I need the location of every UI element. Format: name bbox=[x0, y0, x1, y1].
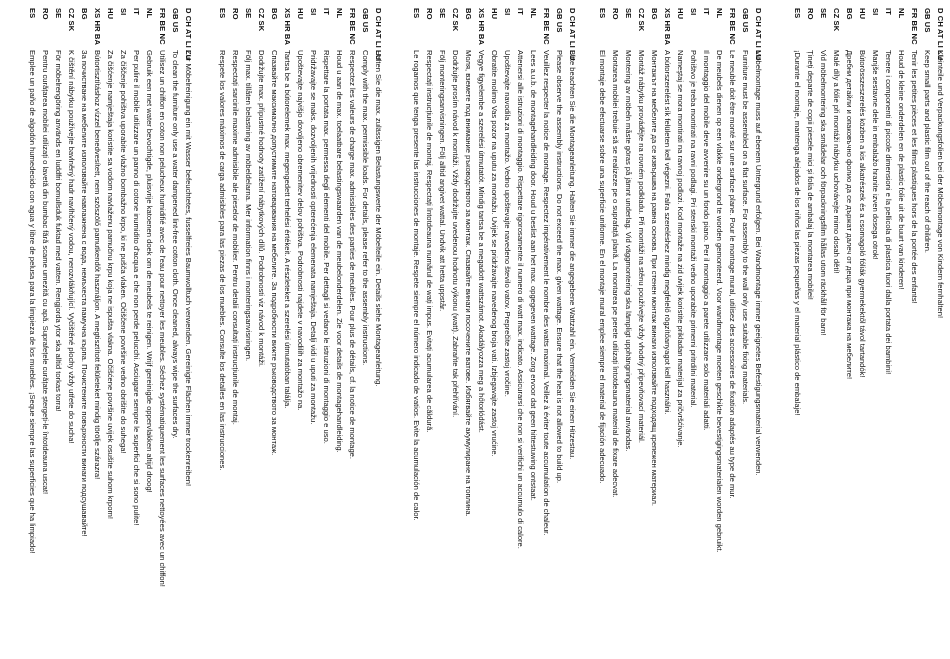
instruction-text: Please observe the assembly instructions. Do not exceed the max. given wattage. Ensure that the heat is not allowed to build up. bbox=[555, 50, 564, 484]
instruction-text: Моля, вземете под внимание ръководството за монтаж. Спазвайте винаги посочените ватове. Избягвайте акумулиране на топлина. bbox=[464, 50, 473, 517]
instruction-text: Respectez les valeurs de charge max. admissibles des parties de meubles. Pour plus de détails, cf. la notice de montage. bbox=[348, 50, 357, 460]
instruction-text: Za čiščenje pohištva uporabite vlažno bombažno krpo, ki ne pušča vlaken. Očiščene površine vedno obrišite do suhega! bbox=[119, 50, 128, 454]
language-code: FR BE NC bbox=[542, 8, 551, 45]
language-code: BG bbox=[80, 8, 89, 20]
language-code: FR BE NC bbox=[910, 8, 919, 45]
section-wattage-instructions bbox=[402, 0, 578, 659]
instruction-text: Montáž nábytku provádějte na rovném podkladu. Při montáži na stěnu používejte vždy vhodný připevňovací materiál. bbox=[637, 50, 646, 443]
instruction-text: Respectați instrucțiunile de montaj. Respectați întotdeauna numărul de wați impus. Evitați acumularea de căldură. bbox=[425, 50, 434, 433]
language-code: CZ SK bbox=[257, 8, 266, 32]
language-row bbox=[26, 0, 38, 659]
language-code: SI bbox=[689, 8, 698, 16]
language-row bbox=[514, 0, 526, 659]
language-row bbox=[908, 0, 920, 659]
language-code: BG bbox=[270, 8, 279, 20]
instruction-text: Vid möbelmontering ska smådelar och förpackningsfilm hållas utom räckhåll för barn! bbox=[819, 50, 828, 336]
instruction-text: Спазвайте максимално допустимите натоварвания на мебелите. За подробности вижте ръководството за монтаж. bbox=[270, 50, 279, 456]
section-small-parts-warning bbox=[770, 0, 946, 659]
instruction-text: To clean the furniture only use a water dampened lint-free cotton cloth. Once cleaned, always wipe the surfaces dry. bbox=[171, 50, 180, 439]
language-code: SI bbox=[871, 8, 880, 16]
language-code: FR BE NC bbox=[348, 8, 357, 45]
language-code: GB US bbox=[171, 8, 180, 33]
instruction-text: Pridržavajte se maks. dozvoljenih vrijednosti opterećenja elemenata namještaja. Detalji vidi u uputi za montažu. bbox=[309, 50, 318, 425]
language-row bbox=[449, 0, 461, 659]
language-code: HU bbox=[676, 8, 685, 20]
language-code: BG bbox=[845, 8, 854, 20]
language-code: XS HR BA bbox=[663, 8, 672, 46]
language-row bbox=[687, 0, 699, 659]
language-row bbox=[91, 0, 103, 659]
instruction-text: Tenere i componenti di piccole dimensioni e la pellicola di plastica fuori dalla portata dei bambini! bbox=[884, 50, 893, 375]
instruction-text: Pentru curățarea mobilei utilizați o lavetă din bumbac fără scame umezită cu apă. Suprafețele curățate ștergeți-le întotdeauna uscat! bbox=[41, 50, 50, 495]
language-row bbox=[501, 0, 513, 659]
instruction-text: Il montaggio del mobile deve avvenire su un fondo piano. Per il montaggio a parete utilizzare solo materiali adatti. bbox=[702, 50, 711, 431]
instruction-text: Kleinteile und Verpackungsfolien bei der Möbelmontage von Kindern fernhalten! bbox=[936, 50, 945, 319]
language-row bbox=[700, 0, 712, 659]
instruction-text: Le meuble doit être monté sur une surface plane. Pour le montage mural, utilisez des accessoires de fixation adaptés au type de mur. bbox=[728, 50, 737, 499]
language-code: D CH AT LI LU bbox=[936, 8, 945, 61]
instruction-text: Țineți departe de copii piesele mici și folia de ambalaj la montarea mobilei! bbox=[806, 50, 815, 300]
language-row bbox=[869, 0, 881, 659]
language-row bbox=[307, 0, 319, 659]
language-row bbox=[713, 0, 725, 659]
language-row bbox=[333, 0, 345, 659]
language-code: GB US bbox=[555, 8, 564, 33]
instruction-text: Furniture must be assembled on a flat surface. For assembly to the wall only use suitable fixing materials. bbox=[741, 50, 750, 405]
instruction-text: K čištění nábytku používejte bavlněný hadr navlhčený vodou, nerozvlákňující. Vyčištěné plochy vždy utřete do sucha! bbox=[67, 50, 76, 444]
language-code: RO bbox=[425, 8, 434, 20]
instruction-text: A bútorszerelést sík felületen kell végezni. Falra szereléshez mindig megfelelő rögzítőanyagot kell használni. bbox=[663, 50, 672, 415]
language-row bbox=[635, 0, 647, 659]
instruction-text: Zur Möbelreinigung ein mit Wasser befeuchtetes, fusselfreies Baumwolltuch verwenden. Gereinigte Flächen immer trockenreiben! bbox=[184, 50, 193, 487]
language-code: IT bbox=[516, 8, 525, 15]
section-assembly-surface bbox=[588, 0, 764, 659]
language-row bbox=[346, 0, 358, 659]
language-row bbox=[320, 0, 332, 659]
language-code: D CH AT LI LU bbox=[754, 8, 763, 61]
instruction-text: De meubels dienen op een vlakke ondergrond te worden gemonteerd. Voor wandmontage moeten geschikte bevestigingsmaterialen worden gebruikt. bbox=[715, 50, 724, 553]
instruction-text: El montaje debe efectuarse sobre una superficie uniforme. En el montaje mural emplee siempre el material de fijación adecuado. bbox=[598, 50, 607, 484]
language-code: SE bbox=[819, 8, 828, 19]
instruction-text: Дребни детайли и опаковъчно фолио да се държат далеч от деца при монтажа на мебелите! bbox=[845, 50, 854, 380]
instruction-text: ¡Durante el montaje, mantenga alejados de los niños las piezas pequeñas y el material plástico de embalaje! bbox=[793, 50, 802, 416]
language-row bbox=[410, 0, 422, 659]
language-row bbox=[648, 0, 660, 659]
instruction-text: Montarea mobilei trebuie să se realizeze pe o suprafață plană. La montarea pe perete utilizați întotdeauna material de fixare adecvat. bbox=[611, 50, 620, 498]
language-row bbox=[242, 0, 254, 659]
language-code: SE bbox=[244, 8, 253, 19]
language-code: RO bbox=[41, 8, 50, 20]
language-row bbox=[726, 0, 738, 659]
language-row bbox=[169, 0, 181, 659]
instruction-text: Keep small parts and plastic film out of the reach of children. bbox=[923, 50, 932, 254]
instruction-text: Nameştaj se mora montirati na ravnoj podlozi. Kod montaže na zid uvijek koristite prikladan materijal za pričvršćivanje. bbox=[676, 50, 685, 448]
language-code: SE bbox=[624, 8, 633, 19]
language-code: NL bbox=[897, 8, 906, 19]
language-row bbox=[596, 0, 608, 659]
language-code: NL bbox=[529, 8, 538, 19]
language-code: D CH AT LI LU bbox=[374, 8, 383, 61]
instruction-text: Attenersi alle istruzioni di montaggio. Rispettare rigorosamente il numero di watt max. indicato. Assicurarsi che non si verifichi un accumulo di calore. bbox=[516, 50, 525, 549]
language-row bbox=[52, 0, 64, 659]
instruction-text: Za čišćenje namještaja koristite sa vodom navlaženu pamučnu krpu koja ne ispušta vlakna. Očišćene površine uvijek osušite suhom krpom! bbox=[106, 50, 115, 519]
instruction-text: Veuillez respecter la notice de montage. Respectez impérativement le nombre des watts maximal. Veillez à éviter toute accumulation de chaleur. bbox=[542, 50, 551, 536]
language-code: CZ SK bbox=[832, 8, 841, 32]
instruction-text: Montering av möbeln måste göras på jämnt underlag. Vid väggmontering ska lämpligt upphängningsmaterial användas. bbox=[624, 50, 633, 452]
language-row bbox=[78, 0, 90, 659]
language-row bbox=[281, 0, 293, 659]
language-row bbox=[294, 0, 306, 659]
instruction-text: Bútorösszeszerelés közben a kis alkatrészek és a csomagoló fóliák gyermekektől távol tartandók! bbox=[858, 50, 867, 378]
instruction-text: За почистване на мебелите използвайте навлажнена с вода, немъхеста памучна кърпа. Почистените повърхности винаги подсушавайте! bbox=[80, 50, 89, 537]
language-row bbox=[156, 0, 168, 659]
instruction-text: Le rogamos que tenga presente las instrucciones de montaje. Respete siempre el número indicado de vatios. Evite la acumulación de calor. bbox=[412, 50, 421, 521]
instruction-text: Upoštevajte navodila za montažo. Vedno upoštevajte navedeno število vatov. Preprečite zastoj vročine. bbox=[503, 50, 512, 397]
language-code: ES bbox=[28, 8, 37, 19]
language-row bbox=[268, 0, 280, 659]
instruction-text: Följ max. tillåten belastning av möbeldelarna. Mer information finns i monteringsanvisningen. bbox=[244, 50, 253, 362]
language-code: IT bbox=[132, 8, 141, 15]
instruction-text: Följ monteringsanvisningen. Följ alltid angivet wattal. Undvik att hetta uppstår. bbox=[438, 50, 447, 312]
language-code: SE bbox=[54, 8, 63, 19]
language-code: GB US bbox=[361, 8, 370, 33]
language-row bbox=[804, 0, 816, 659]
language-code: D CH AT LI LU bbox=[568, 8, 577, 61]
instruction-text: Gebruik een met water bevochtigde, pluisvrije katoenen doek om de meubels te reinigen. Wrijf gereinigde oppervlakken altijd droog! bbox=[145, 50, 154, 493]
instruction-text: Rispettare la portata max. permessa degli elementi del mobile. Per dettagli si vedano le istruzioni di montaggio e uso. bbox=[322, 50, 331, 444]
language-code: CZ SK bbox=[67, 8, 76, 32]
language-row bbox=[143, 0, 155, 659]
instruction-text: Pohištvo je treba montirati na ravni podlagi. Pri stenski montaži vedno uporabite primerni pritrdilni material. bbox=[689, 50, 698, 408]
language-code: CZ SK bbox=[451, 8, 460, 32]
language-code: HU bbox=[296, 8, 305, 20]
language-code: IT bbox=[702, 8, 711, 15]
language-row bbox=[372, 0, 384, 659]
language-code: SE bbox=[438, 8, 447, 19]
language-row bbox=[566, 0, 578, 659]
instruction-text: Dodržujte max. přípustné hodnoty zatížení nábytkových dílů. Podrobnosti viz návod k montáži. bbox=[257, 50, 266, 367]
language-code: IT bbox=[884, 8, 893, 15]
language-row bbox=[661, 0, 673, 659]
language-row bbox=[882, 0, 894, 659]
instruction-text: Halten Sie die max. zulässigen Belastungswerte der Möbelteile ein. Details siehe Montageanleitung. bbox=[374, 50, 383, 387]
language-code: RO bbox=[231, 8, 240, 20]
instruction-text: Монтажът на мебелите да се извършва на равна основа. При стенен монтаж винаги използвайте подходящ крепежен материал. bbox=[650, 50, 659, 507]
language-code: XS HR BA bbox=[283, 8, 292, 46]
language-row bbox=[527, 0, 539, 659]
language-row bbox=[117, 0, 129, 659]
instruction-text: Respete los valores máximos de carga admisibles para las piezas de los muebles. Consulte los detalles en las instrucciones. bbox=[218, 50, 227, 471]
language-row bbox=[423, 0, 435, 659]
instruction-text: Houd u aan de max. toelaatbare belastingswaarden van de meubelonderdelen. Zie voor details de montagehandleiding. bbox=[335, 50, 344, 453]
instruction-text: Per pulire il mobile utilizzare un panno di cotone inumidito d'acqua e che non perde pelucchi. Asciugare sempre le superfici che si sono pulite! bbox=[132, 50, 141, 526]
instruction-text: Upoštevajte najvišjo dovoljeno obremenitev delov pohištva. Podrobnosti najdete v navodilih za montažo na. bbox=[296, 50, 305, 411]
language-row bbox=[216, 0, 228, 659]
language-code: BG bbox=[464, 8, 473, 20]
instruction-text: Möbelmontage muss auf ebenem Untergrund erfolgen. Bei Wandmontage immer geeignetes Befestigungsmaterial verwenden. bbox=[754, 50, 763, 476]
instruction-text: Comply with the max. permissible loads. For details, please refer to the assembly instructions. bbox=[361, 50, 370, 366]
language-code: D CH AT LI LU bbox=[184, 8, 193, 61]
language-row bbox=[553, 0, 565, 659]
language-row bbox=[622, 0, 634, 659]
instruction-text: Dodržujte prosím návod k montáži. Vždy dodržujte uvedenou hodnotu výkonu (watt). Zabraňte tak přehřívání. bbox=[451, 50, 460, 418]
language-code: SI bbox=[309, 8, 318, 16]
language-code: NL bbox=[145, 8, 154, 19]
language-code: HU bbox=[858, 8, 867, 20]
language-row bbox=[739, 0, 751, 659]
language-row bbox=[359, 0, 371, 659]
language-row bbox=[229, 0, 241, 659]
instruction-text: Manjše sestavne dele in embalažo hranite izven dosega otrok! bbox=[871, 50, 880, 260]
instruction-text: Lees a.u.b. de montagehandleiding door. Houd u beslist aan het max. opgegeven wattage. Zorg ervoor dat geen hittestuwing ontstaat. bbox=[529, 50, 538, 501]
instruction-text: Respectați sarcinile maxime admisibile ale pieselor de mobilier. Pentru detalii consultați instrucțiunile de montaj. bbox=[231, 50, 240, 425]
language-code: ES bbox=[598, 8, 607, 19]
language-row bbox=[791, 0, 803, 659]
instruction-text: Bitte beachten Sie die Montageanleitung. Halten Sie immer die angegebene Wattzahl ein. Vermeiden Sie einen Hitzestau. bbox=[568, 50, 577, 460]
language-row bbox=[856, 0, 868, 659]
language-row bbox=[921, 0, 933, 659]
instruction-text: Tartsa be a bútorelemek max. megengedett terhelési értékeit. A részleteket a szerelési útmutatóban találja. bbox=[283, 50, 292, 409]
language-code: NL bbox=[715, 8, 724, 19]
language-code: RO bbox=[806, 8, 815, 20]
language-code: GB US bbox=[741, 8, 750, 33]
language-code: FR BE NC bbox=[728, 8, 737, 45]
section-load-limits bbox=[208, 0, 384, 659]
language-code: FR BE NC bbox=[158, 8, 167, 45]
language-code: XS HR BA bbox=[93, 8, 102, 46]
language-code: ES bbox=[218, 8, 227, 19]
language-code: BG bbox=[650, 8, 659, 20]
language-code: RO bbox=[611, 8, 620, 20]
language-code: HU bbox=[490, 8, 499, 20]
language-row bbox=[182, 0, 194, 659]
language-row bbox=[130, 0, 142, 659]
language-row bbox=[817, 0, 829, 659]
language-row bbox=[39, 0, 51, 659]
language-row bbox=[462, 0, 474, 659]
language-row bbox=[475, 0, 487, 659]
language-row bbox=[540, 0, 552, 659]
language-code: NL bbox=[335, 8, 344, 19]
language-row bbox=[65, 0, 77, 659]
language-row bbox=[843, 0, 855, 659]
language-row bbox=[609, 0, 621, 659]
language-row bbox=[752, 0, 764, 659]
instruction-text: Houd de kleine onderdelen en de plastic folie uit de buurt van kinderen! bbox=[897, 50, 906, 290]
language-code: GB US bbox=[923, 8, 932, 33]
instruction-text: Vegye figyelembe a szerelési útmutatót. Mindig tartsa be a megadott wattszámot. Akadályozza meg a hőtorlódást. bbox=[477, 50, 486, 433]
language-code: IT bbox=[322, 8, 331, 15]
language-code: XS HR BA bbox=[477, 8, 486, 46]
instruction-text: Tenir les petites pièces et les films plastiques hors de la portée des enfants! bbox=[910, 50, 919, 304]
language-row bbox=[895, 0, 907, 659]
instruction-text: Malé díly a fólie při montáži nábytku uchovávejte mimo dosah dětí! bbox=[832, 50, 841, 274]
language-row bbox=[255, 0, 267, 659]
language-row bbox=[674, 0, 686, 659]
language-code: ES bbox=[793, 8, 802, 19]
instruction-text: Bútortisztításhoz vízzel benedvesített, nem szöszölő pamutkendőt használjon. A megtisztított felületeket mindig törölje szárazra! bbox=[93, 50, 102, 480]
instruction-text: Utilisez un chiffon en coton non pelucheux humidifié avec de l'eau pour nettoyer les meubles. Séchez systématiquement les surfaces nettoyées avec un chiffon! bbox=[158, 50, 167, 587]
language-row bbox=[488, 0, 500, 659]
instruction-text: För möbelrengöring används en luddfri bomullsduk fuktad med vatten. Rengjorda ytor ska alltid torkas torra! bbox=[54, 50, 63, 412]
instruction-text: Emplee un paño de algodón humedecido con agua y libre de pelusa para la limpieza de los muebles. ¡Seque siempre las superficies que ha limpiado! bbox=[28, 50, 37, 554]
language-code: HU bbox=[106, 8, 115, 20]
section-cleaning-care bbox=[4, 0, 194, 659]
language-code: SI bbox=[119, 8, 128, 16]
language-row bbox=[830, 0, 842, 659]
language-row bbox=[436, 0, 448, 659]
language-row bbox=[934, 0, 946, 659]
language-row bbox=[104, 0, 116, 659]
language-code: ES bbox=[412, 8, 421, 19]
language-code: CZ SK bbox=[637, 8, 646, 32]
instruction-text: Obratite molimo Vas pozor na uputu za montažu. Uvijek se pridržavajte navedenog broja vati. Izbjegavajte zastoj vrućine. bbox=[490, 50, 499, 457]
language-code: SI bbox=[503, 8, 512, 16]
